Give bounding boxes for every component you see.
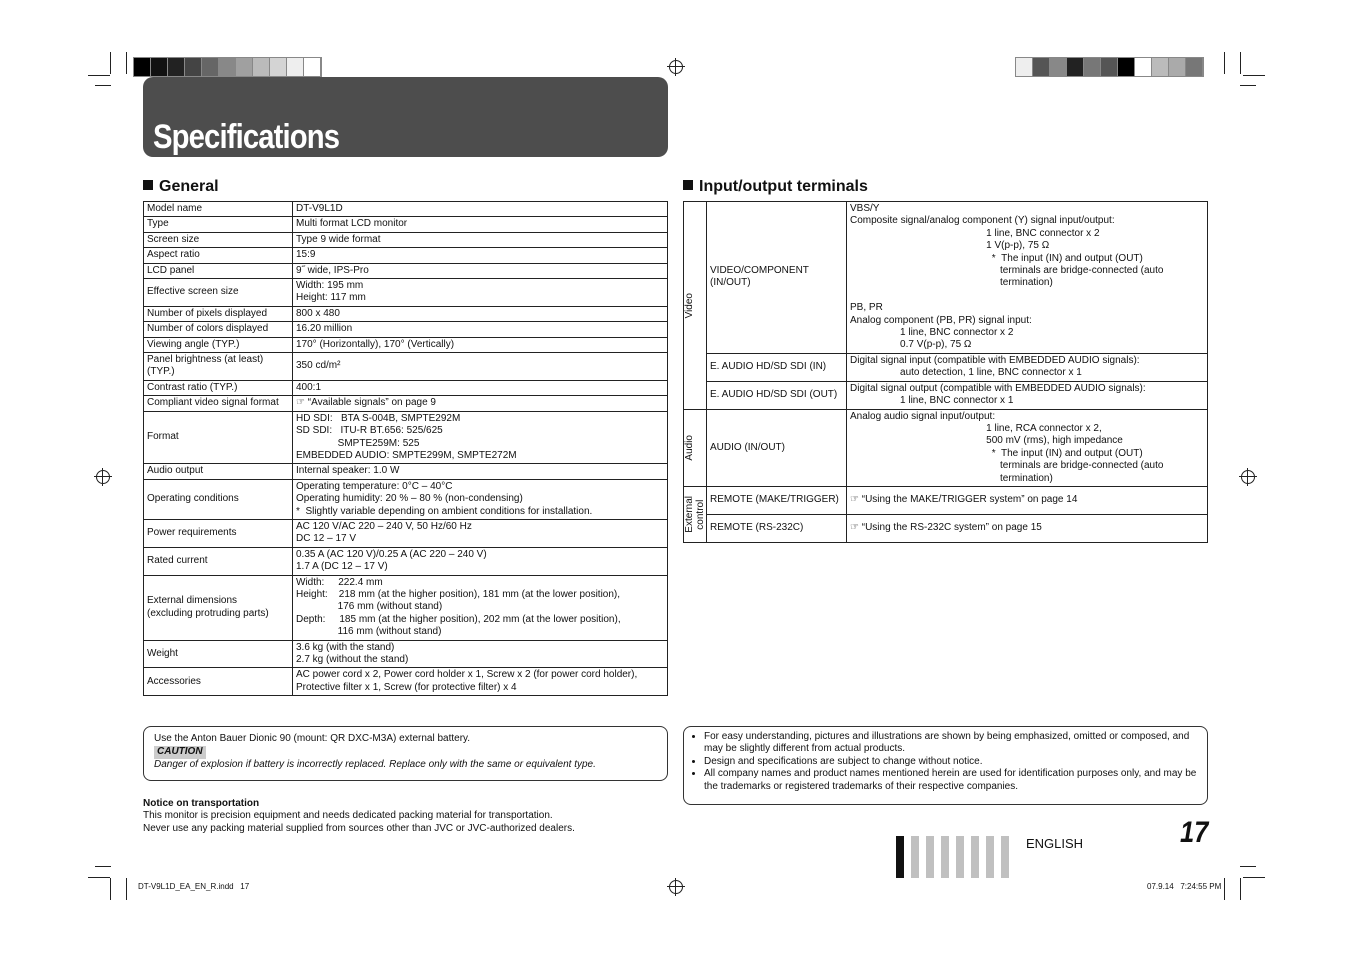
terminal-name: REMOTE (MAKE/TRIGGER) bbox=[710, 494, 839, 506]
table-row bbox=[144, 668, 668, 696]
spec-key: Panel brightness (at least) (TYP.) bbox=[147, 354, 264, 378]
caution-text: Danger of explosion if battery is incorrectly replaced. Replace only with the same or equivalent type. bbox=[154, 758, 596, 770]
table-row bbox=[684, 202, 1208, 354]
table-row bbox=[144, 322, 668, 337]
table-row bbox=[144, 396, 668, 411]
spec-key: Operating conditions bbox=[147, 493, 239, 505]
spec-value: Internal speaker: 1.0 W bbox=[296, 465, 400, 477]
table-row bbox=[144, 232, 668, 247]
spec-value: 15:9 bbox=[296, 249, 316, 261]
spec-key: Accessories bbox=[147, 675, 201, 687]
table-row bbox=[144, 380, 668, 395]
note-item: • All company names and product names mentioned herein are used for identification purposes only, and may be the trademarks or registered trademarks of their respective companies. bbox=[704, 768, 1201, 793]
table-row bbox=[684, 381, 1208, 409]
terminal-spec: ☞ “Using the RS-232C system” on page 15 bbox=[850, 522, 1042, 534]
spec-key: Audio output bbox=[147, 465, 204, 477]
spec-key: Model name bbox=[147, 203, 203, 214]
table-row bbox=[144, 519, 668, 547]
terminal-spec: Digital signal input (compatible with EMBEDDED AUDIO signals): auto detection, 1 line, BNC connector x 1 bbox=[850, 354, 1140, 379]
spec-key: Format bbox=[147, 431, 179, 443]
caution-label: CAUTION bbox=[154, 746, 206, 758]
table-row bbox=[144, 479, 668, 519]
table-row bbox=[144, 547, 668, 575]
page-title: Specifications bbox=[153, 118, 340, 156]
spec-value: 16.20 million bbox=[296, 323, 353, 335]
spec-value: 3.6 kg (with the stand) 2.7 kg (without the stand) bbox=[296, 641, 409, 665]
spec-value: Operating temperature: 0°C – 40°C Operating humidity: 20 % – 80 % (non-condensing) * Slightly variable depending on ambient conditions for installation. bbox=[296, 480, 593, 517]
color-strip-left bbox=[133, 57, 322, 77]
spec-value: DT-V9L1D bbox=[296, 203, 343, 214]
spec-value: AC 120 V/AC 220 – 240 V, 50 Hz/60 Hz DC 12 – 17 V bbox=[296, 520, 472, 545]
table-row bbox=[684, 409, 1208, 486]
color-strip-right bbox=[1015, 57, 1204, 77]
table-row bbox=[144, 279, 668, 307]
table-row bbox=[144, 640, 668, 668]
battery-text: Use the Anton Bauer Dionic 90 (mount: QR DXC-M3A) external battery. bbox=[154, 733, 471, 744]
terminal-spec: Analog audio signal input/output: 1 line, RCA connector x 2, 500 mV (rms), high impedance * The input (IN) and output (OUT) terminals are bridge-connected (auto termination) bbox=[850, 410, 1164, 484]
language-label: ENGLISH bbox=[1026, 836, 1084, 851]
spec-value: Width: 195 mm Height: 117 mm bbox=[296, 280, 366, 304]
spec-key: Type bbox=[147, 218, 169, 230]
registration-mark-icon bbox=[1241, 470, 1255, 484]
spec-value: 170° (Horizontally), 170° (Vertically) bbox=[296, 338, 455, 350]
spec-key: LCD panel bbox=[147, 264, 195, 276]
note-item: • For easy understanding, pictures and illustrations are shown by being emphasized, omitted or composed, and may be slightly different from actual products. bbox=[704, 731, 1201, 756]
terminal-spec: Digital signal output (compatible with EMBEDDED AUDIO signals): 1 line, BNC connector x 1 bbox=[850, 382, 1146, 407]
table-row bbox=[144, 575, 668, 640]
notes-box bbox=[683, 726, 1208, 805]
transport-notice bbox=[143, 798, 575, 835]
group-label: Audio bbox=[684, 434, 695, 461]
spec-key: External dimensions (excluding protruding parts) bbox=[147, 595, 269, 619]
terminal-name: AUDIO (IN/OUT) bbox=[710, 441, 785, 453]
spec-key: Screen size bbox=[147, 233, 200, 245]
general-spec-table bbox=[143, 201, 668, 696]
terminal-name: VIDEO/COMPONENT (IN/OUT) bbox=[710, 265, 809, 289]
note-item: • Design and specifications are subject to change without notice. bbox=[704, 756, 1201, 768]
group-label: External control bbox=[684, 496, 706, 533]
square-bullet-icon bbox=[143, 180, 153, 190]
spec-value: 400:1 bbox=[296, 381, 322, 393]
table-row bbox=[144, 248, 668, 263]
table-row bbox=[144, 337, 668, 352]
spec-value: 350 cd/m² bbox=[296, 360, 341, 372]
table-row bbox=[144, 263, 668, 278]
terminal-name: E. AUDIO HD/SD SDI (IN) bbox=[710, 361, 827, 373]
spec-key: Contrast ratio (TYP.) bbox=[147, 381, 238, 393]
table-row bbox=[144, 202, 668, 217]
footer-date: 07.9.14 7:24:55 PM bbox=[1147, 882, 1222, 891]
page-tab-bars bbox=[896, 836, 1009, 878]
general-heading: General bbox=[143, 178, 219, 196]
table-row bbox=[144, 411, 668, 464]
battery-notice-box bbox=[143, 726, 668, 781]
spec-value: HD SDI: BTA S-004B, SMPTE292M SD SDI: ITU-R BT.656: 525/625 SMPTE259M: 525 EMBEDDED AUDIO: SMPTE299M, SMPTE272M bbox=[296, 412, 517, 461]
table-row bbox=[684, 486, 1208, 514]
table-row bbox=[144, 464, 668, 479]
spec-value: 0.35 A (AC 120 V)/0.25 A (AC 220 – 240 V) 1.7 A (DC 12 – 17 V) bbox=[296, 548, 487, 573]
terminal-name: REMOTE (RS-232C) bbox=[710, 522, 804, 534]
transport-line: Never use any packing material supplied from sources other than JVC or JVC-authorized dealers. bbox=[143, 822, 575, 834]
spec-value: Width: 222.4 mm Height: 218 mm (at the higher position), 181 mm (at the lower position), 176 mm (without stand) Depth: 185 mm (at the higher position), 202 mm (at the lower position), 116 mm (without stand) bbox=[296, 576, 621, 638]
spec-key: Number of colors displayed bbox=[147, 323, 269, 335]
spec-key: Aspect ratio bbox=[147, 249, 200, 261]
spec-key: Effective screen size bbox=[147, 286, 239, 298]
registration-mark-icon bbox=[96, 470, 110, 484]
spec-key: Viewing angle (TYP.) bbox=[147, 338, 240, 350]
terminal-name: E. AUDIO HD/SD SDI (OUT) bbox=[710, 388, 838, 400]
spec-key: Power requirements bbox=[147, 527, 237, 539]
transport-line: This monitor is precision equipment and needs dedicated packing material for transportation. bbox=[143, 810, 553, 822]
spec-value: Multi format LCD monitor bbox=[296, 218, 408, 230]
terminal-spec: VBS/Y Composite signal/analog component (Y) signal input/output: 1 line, BNC connector x 2 1 V(p-p), 75 Ω * The input (IN) and output (OUT) terminals are bridge-connected (auto termination) PB, PR Analog component (PB, PR) signal input: 1 line, BNC connector x 2 0.7 V(p-p), 75 Ω bbox=[850, 203, 1164, 351]
transport-heading: Notice on transportation bbox=[143, 798, 260, 809]
page-number: 17 bbox=[1180, 816, 1209, 849]
registration-mark-icon bbox=[669, 880, 683, 894]
spec-key: Number of pixels displayed bbox=[147, 307, 268, 319]
terminal-spec: ☞ “Using the MAKE/TRIGGER system” on page 14 bbox=[850, 494, 1078, 506]
table-row bbox=[144, 353, 668, 381]
spec-value: Type 9 wide format bbox=[296, 233, 381, 245]
table-row bbox=[144, 217, 668, 232]
table-row bbox=[684, 514, 1208, 542]
io-heading: Input/output terminals bbox=[683, 178, 868, 196]
spec-value: 9˝ wide, IPS-Pro bbox=[296, 264, 369, 276]
spec-value: 800 x 480 bbox=[296, 307, 340, 319]
table-row bbox=[684, 353, 1208, 381]
spec-key: Compliant video signal format bbox=[147, 397, 279, 409]
spec-value: ☞ “Available signals” on page 9 bbox=[296, 397, 436, 409]
square-bullet-icon bbox=[683, 180, 693, 190]
table-row bbox=[144, 306, 668, 321]
registration-mark-icon bbox=[669, 60, 683, 74]
spec-key: Weight bbox=[147, 647, 178, 659]
spec-key: Rated current bbox=[147, 554, 208, 566]
spec-value: AC power cord x 2, Power cord holder x 1, Screw x 2 (for power cord holder), Protective filter x 1, Screw (for protective filter) x 4 bbox=[296, 669, 638, 693]
group-label: Video bbox=[684, 292, 695, 318]
footer-filename: DT-V9L1D_EA_EN_R.indd 17 bbox=[138, 882, 250, 891]
io-terminal-table bbox=[683, 201, 1208, 543]
